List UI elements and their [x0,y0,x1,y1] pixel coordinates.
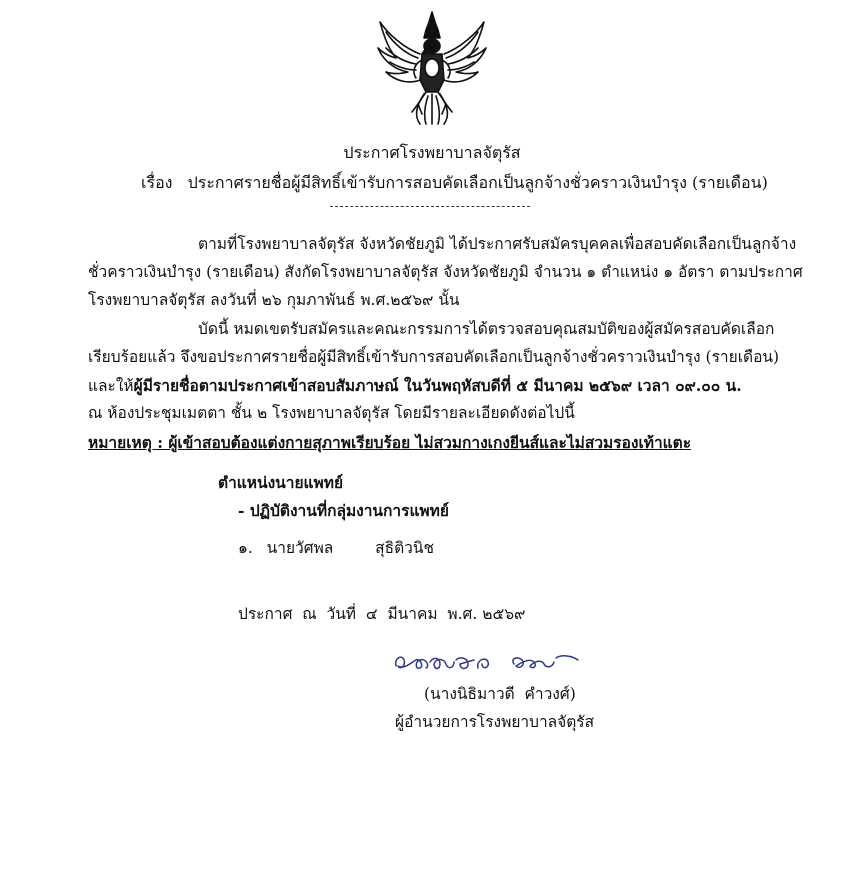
interview-schedule: ผู้มีรายชื่อตามประกาศเข้าสอบสัมภาษณ์ ในวันพฤหัสบดีที่ ๕ มีนาคม ๒๕๖๙ เวลา ๐๙.๐๐ น. [133,376,742,395]
title-divider [330,206,530,207]
p1-line-1: ตามที่โรงพยาบาลจัตุรัส จังหวัดชัยภูมิ ได้ประกาศรับสมัครบุคคลเพื่อสอบคัดเลือกเป็นลูกจ้าง [198,235,797,253]
position-title: ตำแหน่งนายแพทย์ [218,473,344,492]
candidate-first-name: นายวัศพล [266,539,334,557]
handwritten-signature [390,648,586,676]
announce-date: ประกาศ ณ วันที่ ๔ มีนาคม พ.ศ. ๒๕๖๙ [238,605,526,623]
subject-text: ประกาศรายชื่อผู้มีสิทธิ์เข้ารับการสอบคัดเลือกเป็นลูกจ้างชั่วคราวเงินบำรุง (รายเดือน) [187,173,768,192]
dress-code-note: หมายเหตุ : ผู้เข้าสอบต้องแต่งกายสุภาพเรียบร้อย ไม่สวมกางเกงยีนส์และไม่สวมรองเท้าแตะ [88,433,692,452]
candidate-number: ๑. [238,539,253,557]
p2-line-3-prefix: และให้ [88,377,134,395]
p2-line-2: เรียบร้อยแล้ว จึงขอประกาศรายชื่อผู้มีสิทธิ์เข้ารับการสอบคัดเลือกเป็นลูกจ้างชั่วคราวเงินบำรุง (รายเดือน) [88,348,780,366]
garuda-emblem-icon [374,8,490,126]
signatory-title: ผู้อำนวยการโรงพยาบาลจัตุรัส [395,713,595,731]
announcement-title: ประกาศโรงพยาบาลจัตุรัส [343,143,521,162]
p1-line-3: โรงพยาบาลจัตุรัส ลงวันที่ ๒๖ กุมภาพันธ์ พ.ศ.๒๕๖๙ นั้น [88,291,460,309]
announcement-subject [141,172,768,194]
position-unit: - ปฏิบัติงานที่กลุ่มงานการแพทย์ [238,501,449,520]
candidate-last-name: สุธิติวนิช [375,539,434,557]
signatory-name: (นางนิธิมาวดี คำวงศ์) [424,685,576,703]
p2-line-1: บัดนี้ หมดเขตรับสมัครและคณะกรรมการได้ตรวจสอบคุณสมบัติของผู้สมัครสอบคัดเลือก [198,320,775,338]
subject-label: เรื่อง [141,173,173,192]
candidate-row [238,538,434,560]
p2-line-3 [88,375,778,398]
p2-line-4: ณ ห้องประชุมเมตตา ชั้น ๒ โรงพยาบาลจัตุรัส โดยมีรายละเอียดดังต่อไปนี้ [88,404,575,422]
p1-line-2: ชั่วคราวเงินบำรุง (รายเดือน) สังกัดโรงพยาบาลจัตุรัส จังหวัดชัยภูมิ จำนวน ๑ ตำแหน่ง ๑ อัตรา ตามประกาศ [88,263,803,281]
